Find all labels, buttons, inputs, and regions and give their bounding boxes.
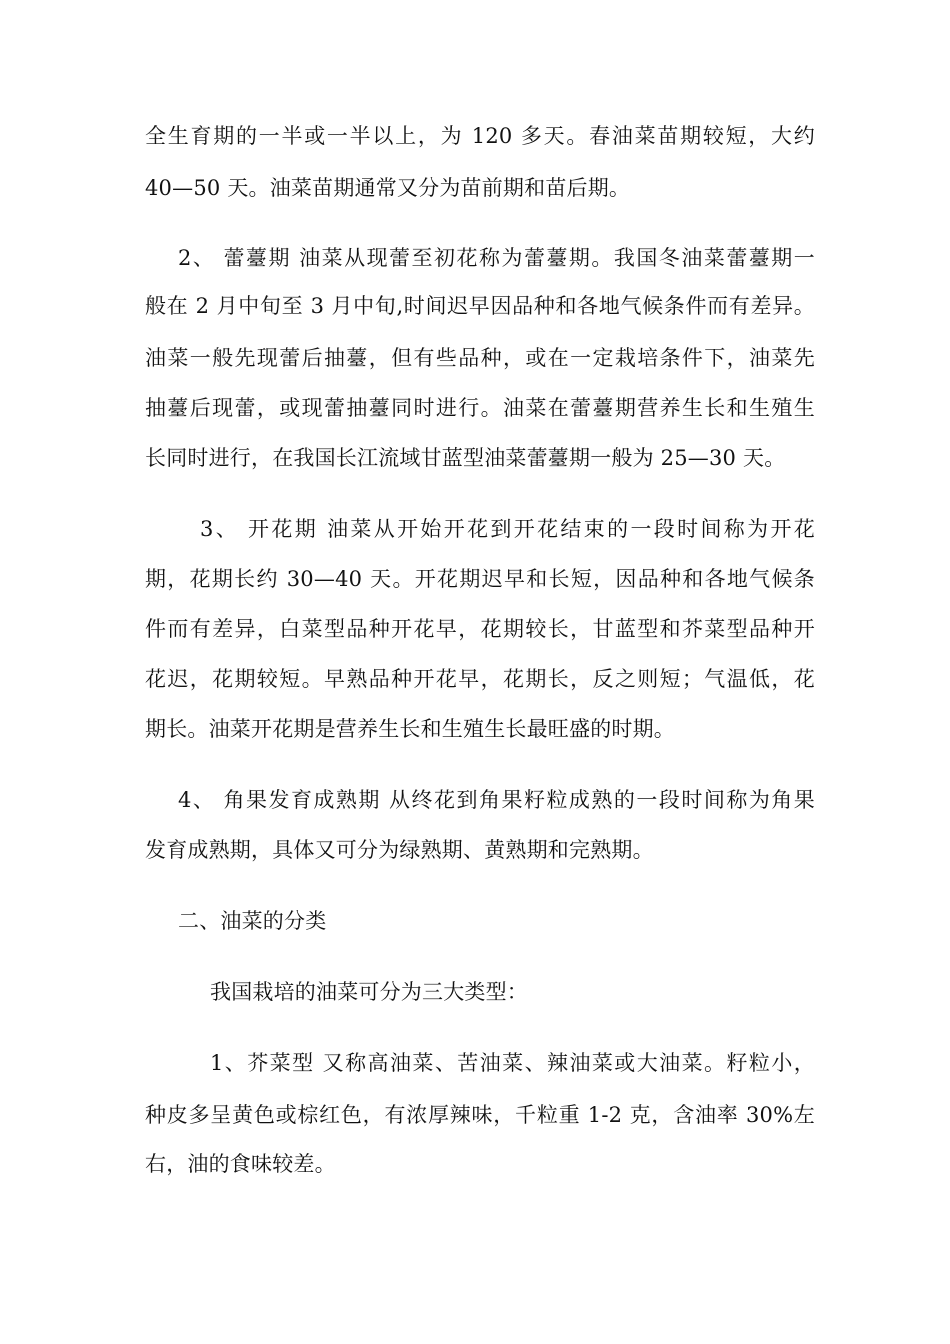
paragraph-line: 4、 角果发育成熟期 从终花到角果籽粒成熟的一段时间称为角果 [178, 788, 815, 812]
paragraph-line: 2、 蕾薹期 油菜从现蕾至初花称为蕾薹期。我国冬油菜蕾薹期一 [178, 246, 815, 270]
paragraph-line: 件而有差异，白菜型品种开花早，花期较长，甘蓝型和芥菜型品种开 [145, 617, 815, 641]
paragraph-line: 般在 2 月中旬至 3 月中旬,时间迟早因品种和各地气候条件而有差异。 [145, 294, 815, 318]
paragraph-line: 种皮多呈黄色或棕红色，有浓厚辣味，千粒重 1-2 克，含油率 30%左 [145, 1103, 815, 1127]
paragraph-line: 抽薹后现蕾，或现蕾抽薹同时进行。油菜在蕾薹期营养生长和生殖生 [145, 396, 815, 420]
section-heading: 二、油菜的分类 [178, 909, 327, 933]
paragraph-line: 花迟，花期较短。早熟品种开花早，花期长，反之则短；气温低，花 [145, 667, 815, 691]
paragraph-line: 1、芥菜型 又称高油菜、苦油菜、辣油菜或大油菜。籽粒小， [210, 1051, 815, 1075]
paragraph-line: 右，油的食味较差。 [145, 1152, 336, 1176]
paragraph-line: 3、 开花期 油菜从开始开花到开花结束的一段时间称为开花 [200, 517, 815, 541]
paragraph-line: 全生育期的一半或一半以上，为 120 多天。春油菜苗期较短，大约 [145, 124, 815, 148]
paragraph-line: 发育成熟期，具体又可分为绿熟期、黄熟期和完熟期。 [145, 838, 654, 862]
paragraph-line: 油菜一般先现蕾后抽薹，但有些品种，或在一定栽培条件下，油菜先 [145, 346, 815, 370]
paragraph-line: 期，花期长约 30—40 天。开花期迟早和长短，因品种和各地气候条 [145, 567, 815, 591]
paragraph-line: 期长。油菜开花期是营养生长和生殖生长最旺盛的时期。 [145, 717, 675, 741]
paragraph-line: 我国栽培的油菜可分为三大类型： [210, 980, 528, 1004]
paragraph-line: 长同时进行，在我国长江流域甘蓝型油菜蕾薹期一般为 25—30 天。 [145, 446, 786, 470]
paragraph-line: 40—50 天。油菜苗期通常又分为苗前期和苗后期。 [145, 176, 631, 200]
